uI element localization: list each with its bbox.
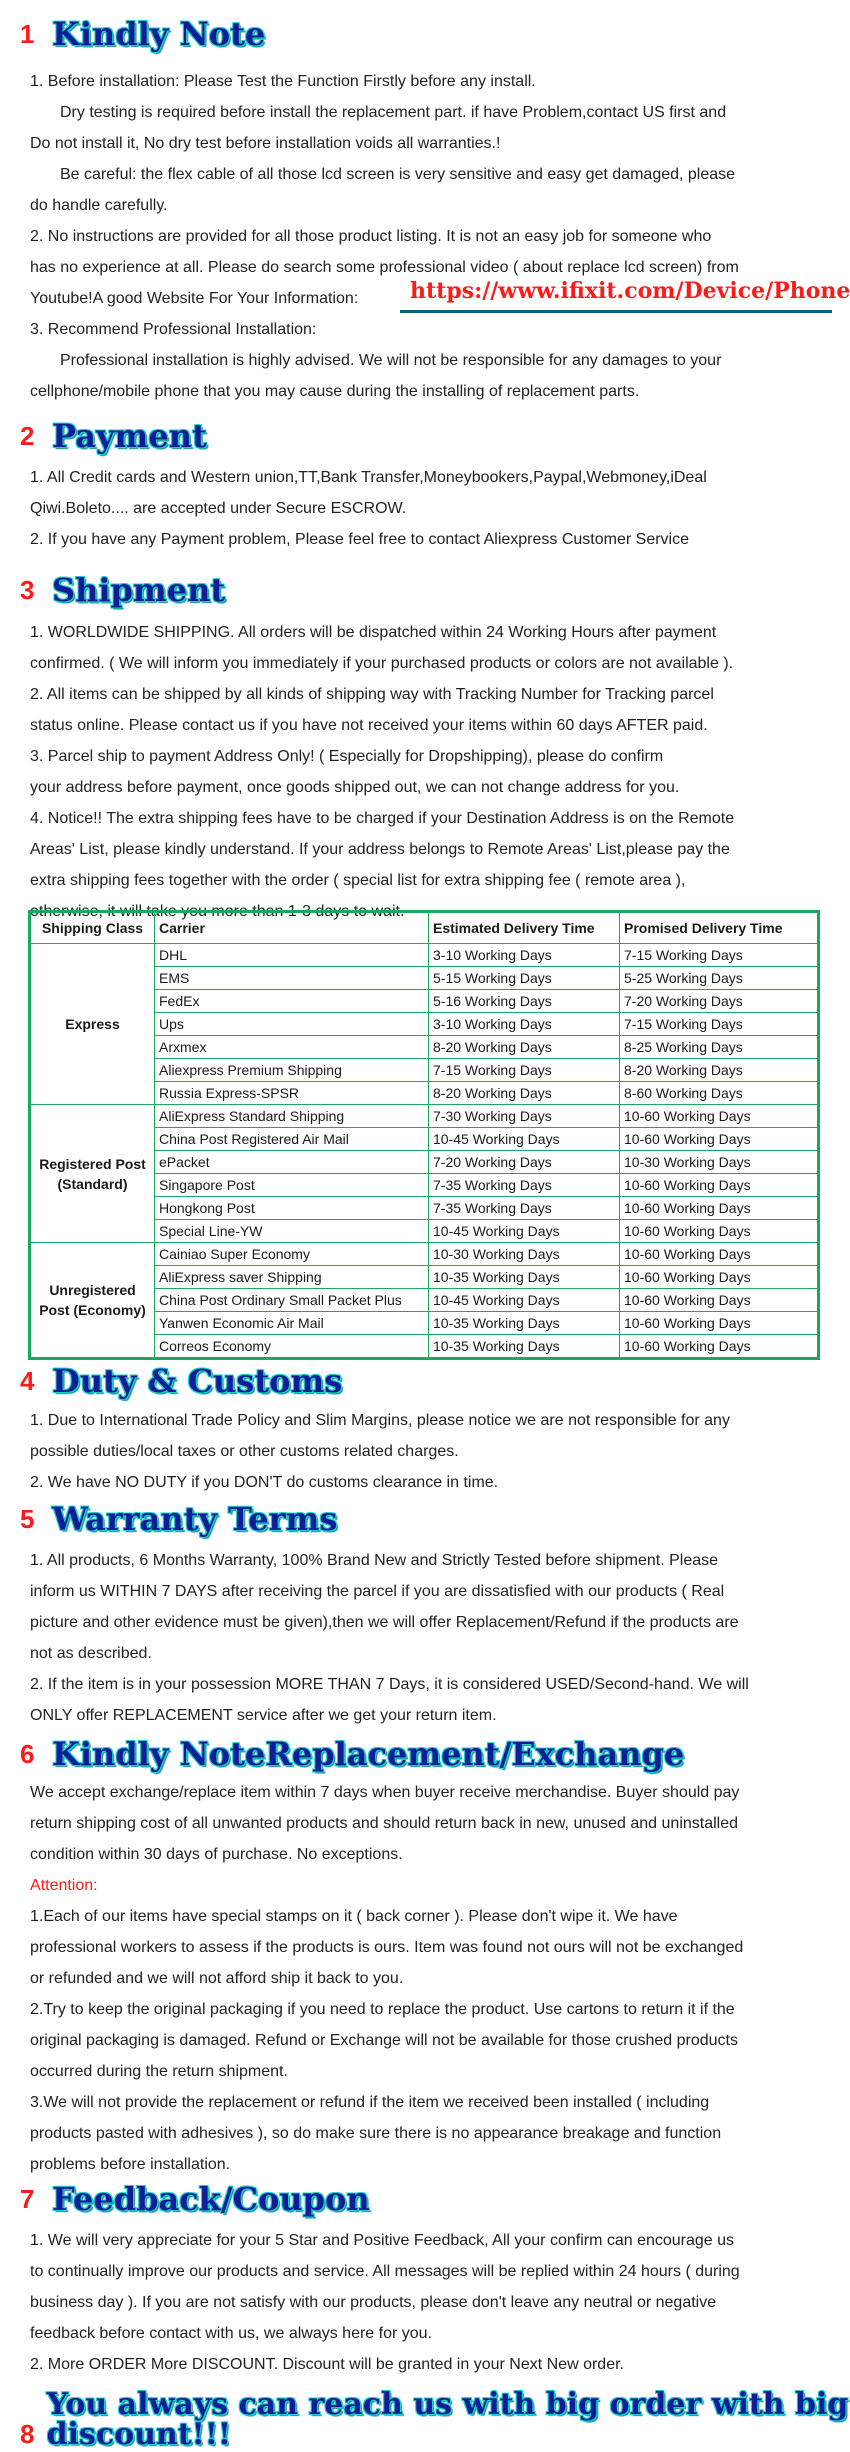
table-row <box>30 944 819 967</box>
text-line: 2. More ORDER More DISCOUNT. Discount will be granted in your Next New order. <box>30 2356 624 2373</box>
estimated-time-cell: 7-30 Working Days <box>429 1105 620 1128</box>
promised-time-cell: 10-30 Working Days <box>620 1151 819 1174</box>
link-underline <box>400 310 832 313</box>
text-line: status online. Please contact us if you have not received your items within 60 days AFTER paid. <box>30 717 708 734</box>
section-2-heading <box>20 412 207 455</box>
promised-time-cell: 10-60 Working Days <box>620 1289 819 1312</box>
text-line: 2. If the item is in your possession MORE THAN 7 Days, it is considered USED/Second-hand. We will <box>30 1676 749 1693</box>
promised-time-cell: 10-60 Working Days <box>620 1128 819 1151</box>
text-line: 3. Parcel ship to payment Address Only! ( Especially for Dropshipping), please do confirm <box>30 748 664 765</box>
table-header-row <box>30 912 819 944</box>
promised-time-cell: 10-60 Working Days <box>620 1335 819 1359</box>
shipping-table <box>28 910 820 1360</box>
text-line: to continually improve our products and service. All messages will be replied within 24 hours ( during <box>30 2263 740 2280</box>
text-line: 2. We have NO DUTY if you DON'T do customs clearance in time. <box>30 1474 499 1491</box>
carrier-cell: Ups <box>155 1013 429 1036</box>
text-line: extra shipping fees together with the order ( special list for extra shipping fee ( remote area ), <box>30 872 686 889</box>
text-line: do handle carefully. <box>30 197 168 214</box>
section-title: Feedback/Coupon <box>52 2180 370 2218</box>
estimated-time-cell: 7-35 Working Days <box>429 1174 620 1197</box>
carrier-cell: Arxmex <box>155 1036 429 1059</box>
promised-time-cell: 10-60 Working Days <box>620 1105 819 1128</box>
text-line: 2.Try to keep the original packaging if you need to replace the product. Use cartons to return it if the <box>30 2001 735 2018</box>
section-number: 7 <box>20 2184 35 2214</box>
shipping-class-cell: Registered Post (Standard) <box>30 1105 155 1243</box>
section-2-body <box>30 462 830 555</box>
carrier-cell: ePacket <box>155 1151 429 1174</box>
promised-time-cell: 8-60 Working Days <box>620 1082 819 1105</box>
text-line: your address before payment, once goods shipped out, we can not change address for you. <box>30 779 680 796</box>
carrier-cell: Hongkong Post <box>155 1197 429 1220</box>
text-line: 2. All items can be shipped by all kinds of shipping way with Tracking Number for Tracking parcel <box>30 686 714 703</box>
estimated-time-cell: 10-45 Working Days <box>429 1128 620 1151</box>
section-title: Kindly Note <box>52 15 266 53</box>
text-line: 1.Each of our items have special stamps on it ( back corner ). Please don't wipe it. We have <box>30 1908 678 1925</box>
estimated-time-cell: 10-35 Working Days <box>429 1312 620 1335</box>
text-line: occurred during the return shipment. <box>30 2063 288 2080</box>
section-3-heading <box>20 566 226 609</box>
estimated-time-cell: 5-16 Working Days <box>429 990 620 1013</box>
promised-time-cell: 10-60 Working Days <box>620 1197 819 1220</box>
promised-time-cell: 5-25 Working Days <box>620 967 819 990</box>
section-7-body <box>30 2225 830 2380</box>
promised-time-cell: 7-20 Working Days <box>620 990 819 1013</box>
shipping-class-cell: Express <box>30 944 155 1105</box>
section-1-heading <box>20 10 266 53</box>
section-4-body <box>30 1405 830 1498</box>
attention-label: Attention: <box>30 1877 98 1894</box>
text-line: 1. Before installation: Please Test the Function Firstly before any install. <box>30 73 536 90</box>
estimated-time-cell: 3-10 Working Days <box>429 944 620 967</box>
section-number: 8 <box>20 2419 35 2449</box>
carrier-cell: Singapore Post <box>155 1174 429 1197</box>
carrier-cell: Russia Express-SPSR <box>155 1082 429 1105</box>
estimated-time-cell: 10-35 Working Days <box>429 1266 620 1289</box>
text-line: ONLY offer REPLACEMENT service after we get your return item. <box>30 1707 497 1724</box>
section-number: 6 <box>20 1739 35 1769</box>
shipping-class-cell: Unregistered Post (Economy) <box>30 1243 155 1359</box>
section-number: 3 <box>20 575 35 605</box>
text-line: Youtube!A good Website For Your Information: <box>30 290 359 307</box>
text-line: Areas' List, please kindly understand. If your address belongs to Remote Areas' List,please pay the <box>30 841 730 858</box>
estimated-time-cell: 10-45 Working Days <box>429 1289 620 1312</box>
ifixit-link[interactable]: https://www.ifixit.com/Device/Phone <box>410 278 850 304</box>
text-line: 1. WORLDWIDE SHIPPING. All orders will be dispatched within 24 Working Hours after payment <box>30 624 717 641</box>
text-line: condition within 30 days of purchase. No exceptions. <box>30 1846 403 1863</box>
promised-time-cell: 10-60 Working Days <box>620 1220 819 1243</box>
text-line: confirmed. ( We will inform you immediately if your purchased products or colors are not available ). <box>30 655 734 672</box>
text-line: 3. Recommend Professional Installation: <box>30 321 317 338</box>
text-line: 2. If you have any Payment problem, Please feel free to contact Aliexpress Customer Service <box>30 531 689 548</box>
carrier-cell: EMS <box>155 967 429 990</box>
text-line: Professional installation is highly advised. We will not be responsible for any damages to your <box>60 352 722 369</box>
text-line: inform us WITHIN 7 DAYS after receiving the parcel if you are dissatisfied with our products ( Real <box>30 1583 725 1600</box>
carrier-cell: Cainiao Super Economy <box>155 1243 429 1266</box>
section-4-heading <box>20 1357 343 1400</box>
section-5-body <box>30 1545 830 1731</box>
promised-time-cell: 10-60 Working Days <box>620 1312 819 1335</box>
estimated-time-cell: 10-30 Working Days <box>429 1243 620 1266</box>
text-line: otherwise, it will take you more than 1-3 days to wait. <box>30 903 405 920</box>
estimated-time-cell: 10-35 Working Days <box>429 1335 620 1359</box>
estimated-time-cell: 7-15 Working Days <box>429 1059 620 1082</box>
text-line: 1. All Credit cards and Western union,TT,Bank Transfer,Moneybookers,Paypal,Webmoney,iDeal <box>30 469 707 486</box>
closing-banner: You always can reach us with big order with big discount!!! <box>46 2387 849 2452</box>
section-7-heading <box>20 2175 370 2218</box>
text-line: 3.We will not provide the replacement or refund if the item we received been installed ( including <box>30 2094 710 2111</box>
estimated-time-cell: 3-10 Working Days <box>429 1013 620 1036</box>
estimated-time-cell: 5-15 Working Days <box>429 967 620 990</box>
carrier-cell: Aliexpress Premium Shipping <box>155 1059 429 1082</box>
promised-time-cell: 10-60 Working Days <box>620 1174 819 1197</box>
text-line: Do not install it, No dry test before installation voids all warranties.! <box>30 135 501 152</box>
carrier-cell: FedEx <box>155 990 429 1013</box>
text-line: 2. No instructions are provided for all those product listing. It is not an easy job for someone who <box>30 228 712 245</box>
text-line: return shipping cost of all unwanted products and should return back in new, unused and uninstalled <box>30 1815 739 1832</box>
text-line: 1. We will very appreciate for your 5 Star and Positive Feedback, All your confirm can encourage us <box>30 2232 735 2249</box>
column-header: Shipping Class <box>30 912 155 944</box>
column-header: Estimated Delivery Time <box>429 912 620 944</box>
carrier-cell: AliExpress saver Shipping <box>155 1266 429 1289</box>
estimated-time-cell: 8-20 Working Days <box>429 1082 620 1105</box>
section-title: Payment <box>52 417 207 455</box>
estimated-time-cell: 8-20 Working Days <box>429 1036 620 1059</box>
section-number: 4 <box>20 1366 35 1396</box>
carrier-cell: Special Line-YW <box>155 1220 429 1243</box>
section-title: Shipment <box>52 571 226 609</box>
section-number: 2 <box>20 421 35 451</box>
estimated-time-cell: 7-35 Working Days <box>429 1197 620 1220</box>
text-line: original packaging is damaged. Refund or Exchange will not be available for those crushed products <box>30 2032 738 2049</box>
promised-time-cell: 10-60 Working Days <box>620 1266 819 1289</box>
column-header: Promised Delivery Time <box>620 912 819 944</box>
text-line: 1. All products, 6 Months Warranty, 100% Brand New and Strictly Tested before shipment. Please <box>30 1552 719 1569</box>
carrier-cell: Correos Economy <box>155 1335 429 1359</box>
table-row <box>30 1243 819 1266</box>
estimated-time-cell: 7-20 Working Days <box>429 1151 620 1174</box>
carrier-cell: China Post Registered Air Mail <box>155 1128 429 1151</box>
column-header: Carrier <box>155 912 429 944</box>
text-line: not as described. <box>30 1645 152 1662</box>
text-line: possible duties/local taxes or other customs related charges. <box>30 1443 459 1460</box>
section-title: Kindly NoteReplacement/Exchange <box>52 1735 685 1773</box>
promised-time-cell: 7-15 Working Days <box>620 1013 819 1036</box>
text-line: 4. Notice!! The extra shipping fees have to be charged if your Destination Address is on the Remote <box>30 810 735 827</box>
promised-time-cell: 7-15 Working Days <box>620 944 819 967</box>
section-1-body <box>30 66 830 407</box>
promised-time-cell: 8-20 Working Days <box>620 1059 819 1082</box>
text-line: Qiwi.Boleto.... are accepted under Secure ESCROW. <box>30 500 407 517</box>
section-3-body <box>30 617 830 927</box>
section-6-heading <box>20 1730 685 1773</box>
text-line: feedback before contact with us, we always here for you. <box>30 2325 432 2342</box>
carrier-cell: DHL <box>155 944 429 967</box>
promised-time-cell: 10-60 Working Days <box>620 1243 819 1266</box>
text-line: products pasted with adhesives ), so do make sure there is no appearance breakage and function <box>30 2125 722 2142</box>
carrier-cell: China Post Ordinary Small Packet Plus <box>155 1289 429 1312</box>
promised-time-cell: 8-25 Working Days <box>620 1036 819 1059</box>
text-line: or refunded and we will not afford ship it back to you. <box>30 1970 404 1987</box>
table-row <box>30 1105 819 1128</box>
section-title: Duty & Customs <box>52 1362 343 1400</box>
carrier-cell: Yanwen Economic Air Mail <box>155 1312 429 1335</box>
section-title: Warranty Terms <box>52 1500 338 1538</box>
section-number: 5 <box>20 1504 35 1534</box>
carrier-cell: AliExpress Standard Shipping <box>155 1105 429 1128</box>
text-line: business day ). If you are not satisfy with our products, please don't leave any neutral or negative <box>30 2294 717 2311</box>
text-line: 1. Due to International Trade Policy and Slim Margins, please notice we are not responsible for any <box>30 1412 730 1429</box>
text-line: Be careful: the flex cable of all those lcd screen is very sensitive and easy get damaged, please <box>60 166 736 183</box>
text-line: has no experience at all. Please do search some professional video ( about replace lcd screen) from <box>30 259 739 276</box>
section-number: 1 <box>20 19 35 49</box>
text-line: Dry testing is required before install the replacement part. if have Problem,contact US first and <box>60 104 727 121</box>
section-8-heading <box>20 2387 850 2452</box>
text-line: picture and other evidence must be given),then we will offer Replacement/Refund if the products are <box>30 1614 739 1631</box>
text-line: We accept exchange/replace item within 7 days when buyer receive merchandise. Buyer should pay <box>30 1784 740 1801</box>
section-6-body <box>30 1777 830 2180</box>
text-line: problems before installation. <box>30 2156 231 2173</box>
text-line: professional workers to assess if the products is ours. Item was found not ours will not be exchanged <box>30 1939 744 1956</box>
section-5-heading <box>20 1495 338 1538</box>
text-line: cellphone/mobile phone that you may cause during the installing of replacement parts. <box>30 383 640 400</box>
estimated-time-cell: 10-45 Working Days <box>429 1220 620 1243</box>
